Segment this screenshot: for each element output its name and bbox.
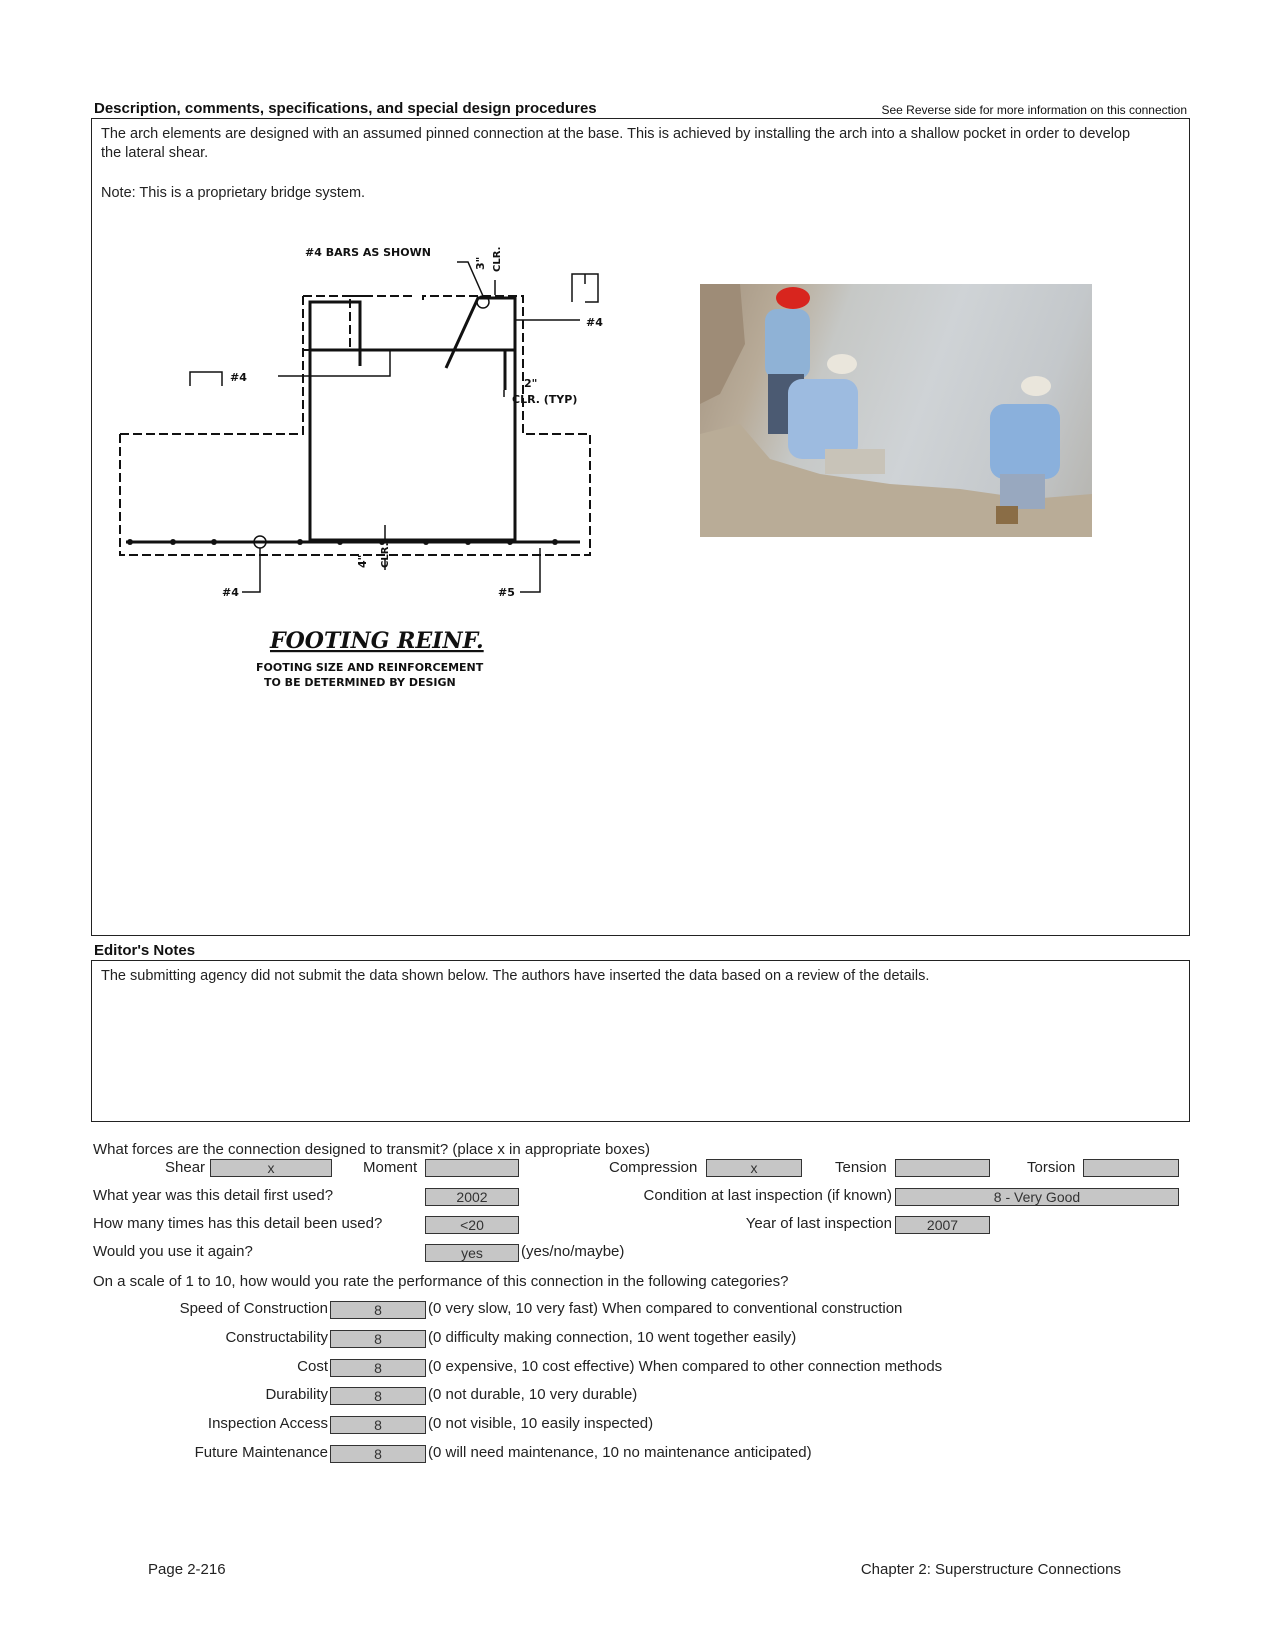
rating-field-speed[interactable]: 8	[330, 1301, 426, 1319]
use-again-field[interactable]: yes	[425, 1244, 519, 1262]
chapter-title: Chapter 2: Superstructure Connections	[860, 1561, 1121, 1578]
rating-field-cost[interactable]: 8	[330, 1359, 426, 1377]
tension-field[interactable]	[895, 1159, 990, 1177]
page-number: Page 2-216	[148, 1561, 226, 1578]
label-clr-typ: CLR. (TYP)	[512, 393, 578, 406]
rating-label-speed: Speed of Construction	[179, 1300, 328, 1317]
label-clr-top: CLR.	[492, 246, 503, 272]
shear-label: Shear	[165, 1159, 206, 1176]
label-bars-as-shown: #4 BARS AS SHOWN	[305, 246, 431, 259]
condition-label: Condition at last inspection (if known)	[643, 1187, 892, 1204]
ratings-question: On a scale of 1 to 10, how would you rate the performance of this connection in the following categories?	[93, 1273, 789, 1290]
label-2in: 2"	[524, 377, 538, 390]
label-n5: #5	[498, 586, 515, 599]
rating-field-constructability[interactable]: 8	[330, 1330, 426, 1348]
construction-photo	[700, 284, 1092, 537]
label-clr-bottom: CLR.	[380, 542, 391, 568]
tension-label: Tension	[835, 1159, 887, 1176]
forces-question: What forces are the connection designed to transmit? (place x in appropriate boxes)	[93, 1141, 650, 1158]
rating-label-inspection-access: Inspection Access	[207, 1415, 328, 1432]
label-n4-left: #4	[230, 371, 247, 384]
reverse-side-note: See Reverse side for more information on this connection	[881, 103, 1187, 117]
torsion-field[interactable]	[1083, 1159, 1179, 1177]
editors-notes-text: The submitting agency did not submit the data shown below. The authors have inserted the data based on a review of the details.	[101, 968, 930, 984]
label-n4-right: #4	[586, 316, 603, 329]
label-4in: 4"	[356, 554, 369, 568]
moment-label: Moment	[363, 1159, 418, 1176]
rating-desc-durability: (0 not durable, 10 very durable)	[428, 1386, 638, 1403]
compression-field[interactable]: x	[706, 1159, 802, 1177]
rating-label-constructability: Constructability	[225, 1329, 328, 1346]
times-used-label: How many times has this detail been used?	[93, 1215, 383, 1232]
shear-field[interactable]: x	[210, 1159, 332, 1177]
drawing-subtitle-2: TO BE DETERMINED BY DESIGN	[264, 676, 456, 689]
year-last-inspection-label: Year of last inspection	[745, 1215, 892, 1232]
use-again-label: Would you use it again?	[93, 1243, 253, 1260]
footing-reinforcement-drawing	[110, 240, 650, 700]
description-paragraph: The arch elements are designed with an assumed pinned connection at the base. This is achieved by installing the arch into a shallow pocket in order to develop the lateral shear.	[101, 126, 1131, 161]
label-n4-bottom: #4	[222, 586, 239, 599]
editors-notes-box	[91, 960, 1190, 1122]
compression-label: Compression	[609, 1159, 698, 1176]
rating-desc-inspection-access: (0 not visible, 10 easily inspected)	[428, 1415, 654, 1432]
rating-desc-speed: (0 very slow, 10 very fast) When compared to conventional construction	[428, 1300, 903, 1317]
label-3in: 3"	[474, 256, 487, 270]
rating-label-cost: Cost	[297, 1358, 328, 1375]
rating-desc-constructability: (0 difficulty making connection, 10 went together easily)	[428, 1329, 797, 1346]
moment-field[interactable]	[425, 1159, 519, 1177]
use-again-hint: (yes/no/maybe)	[521, 1243, 625, 1260]
drawing-title: FOOTING REINF.	[270, 628, 484, 654]
rating-label-future-maintenance: Future Maintenance	[194, 1444, 328, 1461]
times-used-field[interactable]: <20	[425, 1216, 519, 1234]
year-last-inspection-field[interactable]: 2007	[895, 1216, 990, 1234]
torsion-label: Torsion	[1027, 1159, 1076, 1176]
rating-field-future-maintenance[interactable]: 8	[330, 1445, 426, 1463]
condition-field[interactable]: 8 - Very Good	[895, 1188, 1179, 1206]
rating-desc-future-maintenance: (0 will need maintenance, 10 no maintenance anticipated)	[428, 1444, 812, 1461]
rating-desc-cost: (0 expensive, 10 cost effective) When compared to other connection methods	[428, 1358, 943, 1375]
drawing-subtitle-1: FOOTING SIZE AND REINFORCEMENT	[256, 661, 484, 674]
rating-label-durability: Durability	[265, 1386, 328, 1403]
editors-notes-heading: Editor's Notes	[94, 942, 196, 959]
proprietary-note: Note: This is a proprietary bridge system.	[101, 185, 366, 201]
description-heading: Description, comments, specifications, and special design procedures	[94, 100, 597, 117]
year-first-used-field[interactable]: 2002	[425, 1188, 519, 1206]
rating-field-inspection-access[interactable]: 8	[330, 1416, 426, 1434]
year-first-used-label: What year was this detail first used?	[93, 1187, 334, 1204]
rating-field-durability[interactable]: 8	[330, 1387, 426, 1405]
workers-illustration	[700, 284, 1092, 537]
